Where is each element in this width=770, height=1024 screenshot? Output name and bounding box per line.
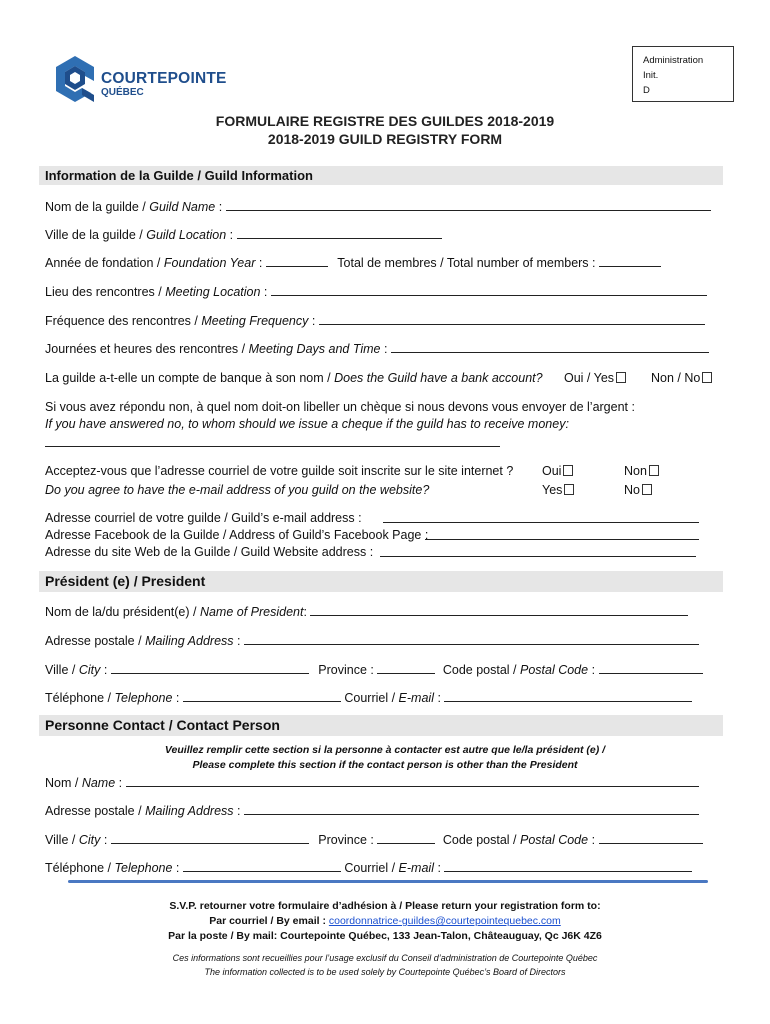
meeting-days-row: Journées et heures des rencontres / Meeting Days and Time : <box>45 341 709 356</box>
cheque-question-fr: Si vous avez répondu non, à quel nom doit-on libeller un chèque si nous devons vous envoyer de l’argent : <box>45 400 635 414</box>
consent-yes-option[interactable]: Yes <box>542 483 574 497</box>
footer-return-text: S.V.P. retourner votre formulaire d’adhésion à / Please return your registration form to: <box>169 900 601 912</box>
meeting-frequency-field[interactable] <box>319 313 705 325</box>
email-consent-en: Do you agree to have the e-mail address of you guild on the website? <box>45 483 430 497</box>
contact-city-field[interactable] <box>111 832 309 844</box>
consent-yes-checkbox[interactable] <box>564 484 574 495</box>
admin-label: Administration <box>643 55 704 66</box>
footer-privacy-fr: Ces informations sont recueillies pour l’usage exclusif du Conseil d’administration de Courtepointe Québec <box>172 953 598 963</box>
contact-city-row: Ville / City : Province : Code postal / Postal Code : <box>45 832 703 847</box>
footer-divider <box>68 880 708 883</box>
guild-location-field[interactable] <box>237 227 442 239</box>
cheque-field[interactable] <box>45 446 500 447</box>
members-field[interactable] <box>599 255 661 267</box>
website-field[interactable] <box>380 556 696 557</box>
president-mail-row: Adresse postale / Mailing Address : <box>45 633 699 648</box>
consent-non-option[interactable]: Non <box>624 464 659 478</box>
section-president-header: Président (e) / President <box>39 571 723 592</box>
president-city-field[interactable] <box>111 662 309 674</box>
meeting-days-field[interactable] <box>391 341 709 353</box>
section-contact-header: Personne Contact / Contact Person <box>39 715 723 736</box>
president-province-field[interactable] <box>377 662 435 674</box>
cheque-question-en: If you have answered no, to whom should we issue a cheque if the guild has to receive money: <box>45 417 569 431</box>
website-row: Adresse du site Web de la Guilde / Guild Website address : <box>45 545 374 559</box>
consent-oui-checkbox[interactable] <box>563 465 573 476</box>
bank-account-row: La guilde a-t-elle un compte de banque à son nom / Does the Guild have a bank account? <box>45 371 543 385</box>
guild-location-row: Ville de la guilde / Guild Location : <box>45 227 442 242</box>
meeting-location-field[interactable] <box>271 284 707 296</box>
contact-mail-field[interactable] <box>244 803 699 815</box>
guild-email-field[interactable] <box>383 522 699 523</box>
bank-yes-option[interactable]: Oui / Yes <box>564 371 626 385</box>
facebook-field[interactable] <box>425 539 699 540</box>
guild-name-row: Nom de la guilde / Guild Name : <box>45 199 711 214</box>
contact-mail-row: Adresse postale / Mailing Address : <box>45 803 699 818</box>
contact-phone-row: Téléphone / Telephone : Courriel / E-mail : <box>45 860 692 875</box>
consent-no-checkbox[interactable] <box>642 484 652 495</box>
president-postal-field[interactable] <box>599 662 703 674</box>
foundation-year-field[interactable] <box>266 255 328 267</box>
meeting-frequency-row: Fréquence des rencontres / Meeting Frequency : <box>45 313 705 328</box>
guild-name-field[interactable] <box>226 199 711 211</box>
logo-icon <box>52 54 98 104</box>
bank-no-checkbox[interactable] <box>702 372 712 383</box>
logo-text: COURTEPOINTE <box>101 70 227 87</box>
contact-name-row: Nom / Name : <box>45 775 699 790</box>
president-name-field[interactable] <box>310 604 688 616</box>
logo <box>52 54 232 104</box>
contact-province-field[interactable] <box>377 832 435 844</box>
admin-box <box>632 46 734 102</box>
president-mail-field[interactable] <box>244 633 699 645</box>
bank-no-option[interactable]: Non / No <box>651 371 712 385</box>
president-name-row: Nom de la/du président(e) / Name of President: <box>45 604 688 619</box>
foundation-row: Année de fondation / Foundation Year : Total de membres / Total number of members : <box>45 255 661 270</box>
meeting-location-row: Lieu des rencontres / Meeting Location : <box>45 284 707 299</box>
admin-init: Init. <box>643 70 659 81</box>
contact-email-field[interactable] <box>444 860 692 872</box>
footer-email-link[interactable]: coordonnatrice-guildes@courtepointequebec.com <box>328 915 561 927</box>
contact-note-en: Please complete this section if the contact person is other than the President <box>192 759 578 771</box>
president-city-row: Ville / City : Province : Code postal / Postal Code : <box>45 662 703 677</box>
members-label: Total de membres / Total number of members : <box>337 256 596 270</box>
form-title-fr: FORMULAIRE REGISTRE DES GUILDES 2018-2019 <box>215 113 555 129</box>
contact-phone-field[interactable] <box>183 860 341 872</box>
facebook-row: Adresse Facebook de la Guilde / Address of Guild’s Facebook Page : <box>45 528 429 542</box>
president-phone-field[interactable] <box>183 690 341 702</box>
president-phone-row: Téléphone / Telephone : Courriel / E-mail : <box>45 690 692 705</box>
consent-no-option[interactable]: No <box>624 483 652 497</box>
president-email-field[interactable] <box>444 690 692 702</box>
contact-postal-field[interactable] <box>599 832 703 844</box>
form-title-en: 2018-2019 GUILD REGISTRY FORM <box>267 131 503 147</box>
guild-email-row: Adresse courriel de votre guilde / Guild’s e-mail address : <box>45 511 362 525</box>
bank-yes-checkbox[interactable] <box>616 372 626 383</box>
logo-subtext: QUÉBEC <box>101 87 144 98</box>
contact-name-field[interactable] <box>126 775 699 787</box>
footer-email-row: Par courriel / By email : coordonnatrice-guildes@courtepointequebec.com <box>209 915 561 927</box>
contact-note-fr: Veuillez remplir cette section si la personne à contacter est autre que le/la président (e) / <box>164 744 606 756</box>
admin-d: D <box>643 85 650 96</box>
footer-privacy-en: The information collected is to be used solely by Courtepointe Québec’s Board of Directors <box>204 967 566 977</box>
consent-oui-option[interactable]: Oui <box>542 464 573 478</box>
consent-non-checkbox[interactable] <box>649 465 659 476</box>
email-consent-fr: Acceptez-vous que l’adresse courriel de votre guilde soit inscrite sur le site internet ? <box>45 464 514 478</box>
footer-post-text: Par la poste / By mail: Courtepointe Québec, 133 Jean-Talon, Châteauguay, Qc J6K 4Z6 <box>168 930 602 942</box>
section-guild-info-header: Information de la Guilde / Guild Information <box>39 166 723 185</box>
